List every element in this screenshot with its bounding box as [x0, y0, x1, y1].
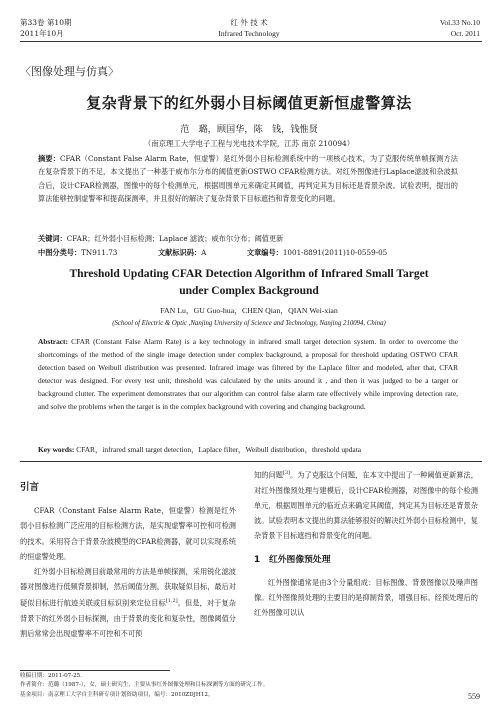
page-number: 559	[468, 692, 480, 701]
footnote-received: 收稿日期：2011-07-25.	[20, 673, 82, 679]
classification-row	[38, 246, 468, 259]
citation-3: [3]	[282, 470, 291, 476]
section-1-title: 红外图像预处理	[268, 555, 331, 566]
right-paragraph-1	[254, 466, 478, 543]
abstract-cn-text: CFAR（Constant False Alarm Rate，恒虚警）是红外弱小目标检测系统中的一项核心技术，为了克服传统单帧探测方法在复杂背景下的不足，本文提出了一种基于威布尔分布的阈值更新OSTWO CFAR检测方法。对红外图像进行Laplace滤波和杂波拟合后，设计CFAR检测器，图像中的每个检测单元，根据周围单元来确定其阈值，再判定其为目标还是背景杂波。试验表明，提出的算法能够控制虚警率和提高探测率，并且很好的解决了复杂背景下目标遮挡和背景变化的问题。	[38, 154, 458, 204]
footnote-author: 作者简介：范璐（1987-），女，硕士研究生，主要从事红外图像处理和目标探测等方面的研究工作。	[20, 682, 269, 689]
doc-code-label: 文献标识码：	[157, 248, 202, 257]
citation-1-2: [1,2]	[165, 598, 178, 605]
section-1-number: 1	[254, 555, 261, 566]
affiliation-en: (School of Electric & Optic ,Nanjing University of Science and Technology, Nanjing 210094, China)	[112, 320, 386, 327]
keywords-cn-text: CFAR；红外弱小目标检测；Laplace 滤波；威布尔分布；阈值更新	[66, 234, 284, 243]
footnote-rule	[20, 670, 170, 671]
intro-p2-tail: 。但是，对于复杂背景下的红外弱小目标探测，由于背景的变化和复杂性，图像阈值分割后常常会出现虚警率不可控和不可预	[20, 598, 236, 639]
abstract-en	[38, 335, 458, 413]
intro-heading: 引言	[20, 482, 40, 493]
abstract-rule	[20, 461, 482, 462]
doc-code-value: A	[201, 248, 207, 257]
header-journal-cn: 红 外 技 术	[230, 18, 268, 27]
paper-title-en-line2: under Complex Background	[179, 285, 319, 297]
right-p1-head: 知的问题	[254, 470, 283, 480]
abstract-en-text: CFAR (Constant False Alarm Rate) is a key technology in infrared small target detection system. In order to overcome the shortcomings of the method of the single image detection under complex background, a proposal for threshold updating OSTWO CFAR detection based on Weibull distribution was presented. Infrared image was filtered by the Laplace filter and modeled, after that, CFAR detector was designed. For every test unit, threshold was calculated by the units around it , and then it was judged to be a target or background clutter. The experiment demonstrates that our algorithm can control false alarm rate effectively while improving detection rate, and solve the problems when the target is in the complex background with covering and changing background.	[38, 337, 458, 411]
body-right-column	[254, 466, 478, 620]
article-no-label: 文章编号：	[246, 248, 283, 257]
header-volume-cn: 第33卷 第10期	[20, 18, 72, 27]
footnote	[20, 672, 380, 700]
keywords-cn-label: 关键词：	[38, 234, 67, 243]
paper-title-en-line1: Threshold Updating CFAR Detection Algorithm of Infrared Small Target	[69, 268, 429, 280]
header-volume-en: Vol.33 No.10	[439, 18, 480, 27]
header-rule	[20, 41, 482, 42]
footnote-fund: 基金项目：南京理工大学自主科研专项计划资助项目，编号：2010ZDJH12。	[20, 691, 214, 698]
keywords-en	[38, 443, 458, 456]
section-1-heading	[254, 553, 478, 568]
paper-title-cn: 复杂背景下的红外弱小目标阈值更新恒虚警算法	[86, 94, 412, 112]
authors-cn: 范 璐，顾国华，陈 钱，钱惟贤	[180, 124, 318, 135]
keywords-cn	[38, 232, 458, 245]
authors-en: FAN Lu，GU Guo-hua，CHEN Qian，QIAN Wei-xian	[160, 306, 338, 315]
clc-value: TN911.73	[81, 248, 118, 257]
right-p1-tail: 。为了克服这个问题，在本文中提出了一种阈值更新算法，对红外图像预处理与建模后，设计CFAR检测器，对图像中的每个检测单元，根据周围单元的临近点来确定其阈值，判定其为目标还是背景杂波。试验表明本文提出的算法能够很好的解决红外弱小目标检测中，复杂背景下目标遮挡和背景变化的问题。	[254, 470, 478, 541]
abstract-cn-label: 摘要：	[38, 154, 61, 163]
abstract-en-label: Abstract:	[38, 337, 68, 346]
header-journal-en: Infrared Technology	[218, 29, 280, 38]
keywords-en-text: CFAR，infrared small target detection，Laplace filter，Weibull distribution，threshold updata	[76, 445, 362, 454]
intro-paragraph-2	[20, 564, 236, 641]
article-no-value: 1001-8891(2011)10-0559-05	[282, 248, 388, 257]
section-tag: 〈图像处理与仿真〉	[20, 65, 119, 78]
keywords-en-label: Key words:	[38, 445, 75, 454]
body-left-column	[20, 466, 236, 641]
header-date-cn: 2011年10月	[20, 29, 64, 38]
affiliation-cn: （南京理工大学电子工程与光电技术学院，江苏 南京 210094）	[143, 139, 355, 148]
intro-p2-text: 红外弱小目标检测目前最常用的方法是单帧探测，采用锐化滤波器对图像进行低频背景抑制，然后阈值分割，获取疑似目标，最后对疑似目标进行航迹关联或目标识别来定位目标	[20, 567, 236, 608]
right-paragraph-2: 红外图像通常是由3个分量组成：目标图像、背景图像以及噪声图像。红外图像预处理的主要目的是抑制背景，增强目标。经预处理后的红外图像可以认	[254, 577, 478, 618]
intro-paragraph-1: CFAR（Constant False Alarm Rate，恒虚警）检测是红外弱小目标检测广泛应用的目标检测方法，是实现虚警率可控和可检测的技术。采用符合于背景杂波模型的CFAR检测器，就可以实现系统的恒虚警处理。	[20, 506, 236, 561]
abstract-cn	[38, 152, 458, 206]
header-date-en: Oct. 2011	[450, 29, 480, 38]
clc-label: 中图分类号：	[38, 248, 82, 257]
